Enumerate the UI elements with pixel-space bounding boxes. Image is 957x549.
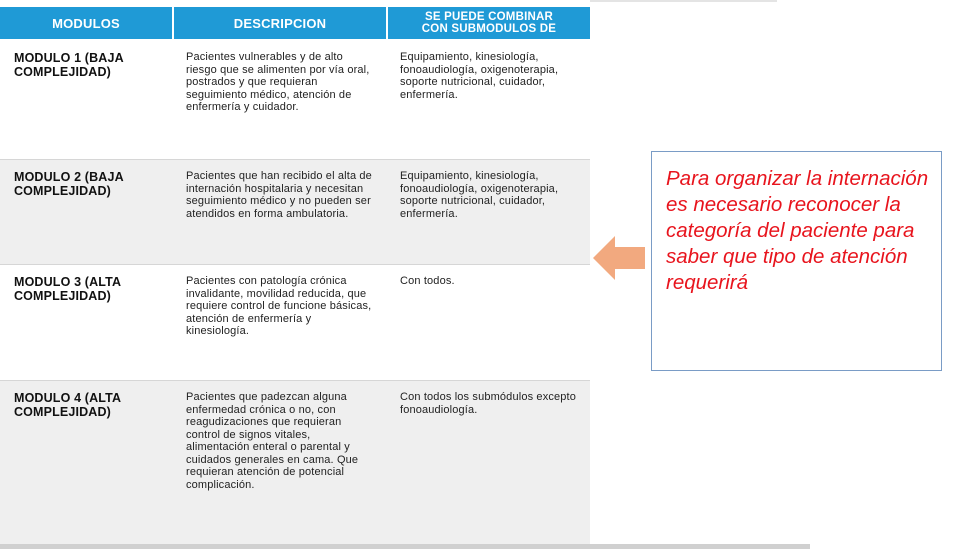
modulo-combinations: Con todos los submódulos excepto fonoaudiología. — [400, 391, 577, 416]
modulo-description: Pacientes que padezcan alguna enfermedad crónica o no, con reagudizaciones que requieran control de signos vitales, alimentación enteral o parental y cuidados generales en cama. Que requieran atención de potencial complicación. — [186, 391, 359, 491]
table-row-modulo-1 — [0, 41, 590, 159]
left-arrow-icon — [593, 236, 645, 280]
modulo-description: Pacientes vulnerables y de alto riesgo que se alimenten por vía oral, postrados y que requieran seguimiento médico, atención de enfermería y cuidador. — [186, 51, 370, 113]
modulo-name: MODULO 2 (BAJA COMPLEJIDAD) — [14, 170, 124, 198]
header-combinar — [388, 7, 590, 39]
header-combinar-line2: CON SUBMODULOS DE — [421, 23, 557, 35]
modulo-description: Pacientes con patología crónica invalidante, movilidad reducida, que requiere control de funcione básicas, atención de enfermería y kinesiología. — [186, 275, 372, 337]
modulo-combinations: Equipamiento, kinesiología, fonoaudiología, oxigenoterapia, soporte nutricional, cuidador, enfermería. — [400, 51, 559, 101]
table-row-modulo-4 — [0, 381, 590, 544]
callout-box — [651, 151, 942, 371]
table-row-modulo-3 — [0, 265, 590, 380]
callout-text: Para organizar la internación es necesario reconocer la categoría del paciente para saber que tipo de atención requerirá — [666, 167, 929, 294]
bottom-divider — [0, 544, 810, 549]
modulo-name: MODULO 3 (ALTA COMPLEJIDAD) — [14, 275, 121, 303]
modulo-combinations: Con todos. — [400, 275, 455, 287]
header-combinar-line1: SE PUEDE COMBINAR — [424, 11, 553, 23]
header-combinar-text — [422, 11, 556, 35]
modulo-name: MODULO 1 (BAJA COMPLEJIDAD) — [14, 51, 124, 79]
table-row-modulo-2 — [0, 160, 590, 264]
modulo-combinations: Equipamiento, kinesiología, fonoaudiología, oxigenoterapia, soporte nutricional, cuidador, enfermería. — [400, 170, 559, 220]
header-descripcion: DESCRIPCION — [174, 7, 386, 39]
top-divider — [590, 0, 777, 2]
modulo-name: MODULO 4 (ALTA COMPLEJIDAD) — [14, 391, 121, 419]
modulo-description: Pacientes que han recibido el alta de internación hospitalaria y necesitan seguimiento médico y no pueden ser atendidos en forma ambulatoria. — [186, 170, 372, 220]
header-modulos: MODULOS — [0, 7, 172, 39]
